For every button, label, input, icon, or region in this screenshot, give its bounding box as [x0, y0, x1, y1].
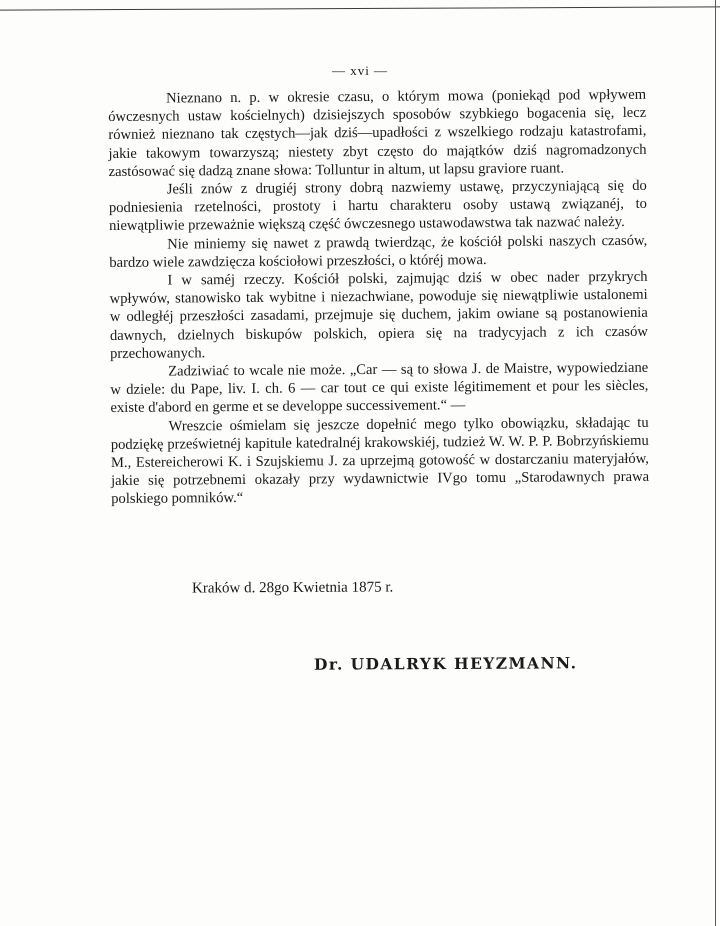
scan-edge-top: [0, 6, 720, 10]
paragraph-4: I w saméj rzeczy. Kościół polski, zajmując dziś w obec nader przykrych wpływów, stanowisko tak wybitne i niezachwiane, powoduje się niewątpliwie ustalonemi w odległéj przeszłości zasadami, przejmuje się duchem, jakim owiane są postanowienia dawnych, dzielnych biskupów polskich, opiera się na tradycyjach z ich czasów przechowanych.: [109, 268, 648, 362]
author-signature: Dr. UDALRYK HEYZMANN.: [313, 653, 578, 674]
date-line: Kraków d. 28go Kwietnia 1875 r.: [191, 579, 394, 597]
paragraph-5: Zadziwiać to wcale nie może. „Car — są to słowa J. de Maistre, wypowiedziane w dziele: du Pape, liv. I. ch. 6 — car tout ce qui existe légitimement et pour les siècles, existe d'abord en germe et se developpe successivement.“ —: [110, 359, 649, 417]
scan-edge-right: [715, 0, 716, 926]
page-number: — xvi —: [331, 63, 389, 78]
paragraph-2: Jeśli znów z drugiéj strony dobrą nazwiemy ustawę, przyczyniającą się do podniesienia rzetelności, prostoty i hartu charakteru osoby ustawą związanéj, to niewątpliwie przeważnie większą część ówczesnego ustawodawstwa tak nazwać należy.: [108, 177, 647, 235]
body-text: [108, 86, 649, 509]
paragraph-1: Nieznano n. p. w okresie czasu, o którym mowa (poniekąd pod wpływem ówczesnych ustaw kościelnych) dzisiejszych sposobów szybkiego bogacenia się, lecz również nieznano tak częstych—jak dziś—upadłości z wszelkiego rodzaju katastrofami, jakie takowym towarzyszą; niestety zbyt często do majątków dziś nagromadzonych zastósować się dadzą znane słowa: Tolluntur in altum, ut lapsu graviore ruant.: [108, 86, 647, 180]
paragraph-6: Wreszcie ośmielam się jeszcze dopełnić mego tylko obowiązku, składając tu podziękę prześwietnéj kapitule katedralnéj krakowskiéj, tudzież W. W. P. P. Bobrzyńskiemu M., Estereicherowi K. i Szujskiemu J. za uprzejmą gotowość w dostarczaniu materyjałów, jakie się potrzebnemi okazały przy wydawnictwie IVgo tomu „Starodawnych prawa polskiego pomników.“: [110, 414, 650, 508]
paragraph-3: Nie miniemy się nawet z prawdą twierdząc, że kościół polski naszych czasów, bardzo wiele zawdzięcza kościołowi przeszłości, o któréj mowa.: [109, 232, 648, 271]
